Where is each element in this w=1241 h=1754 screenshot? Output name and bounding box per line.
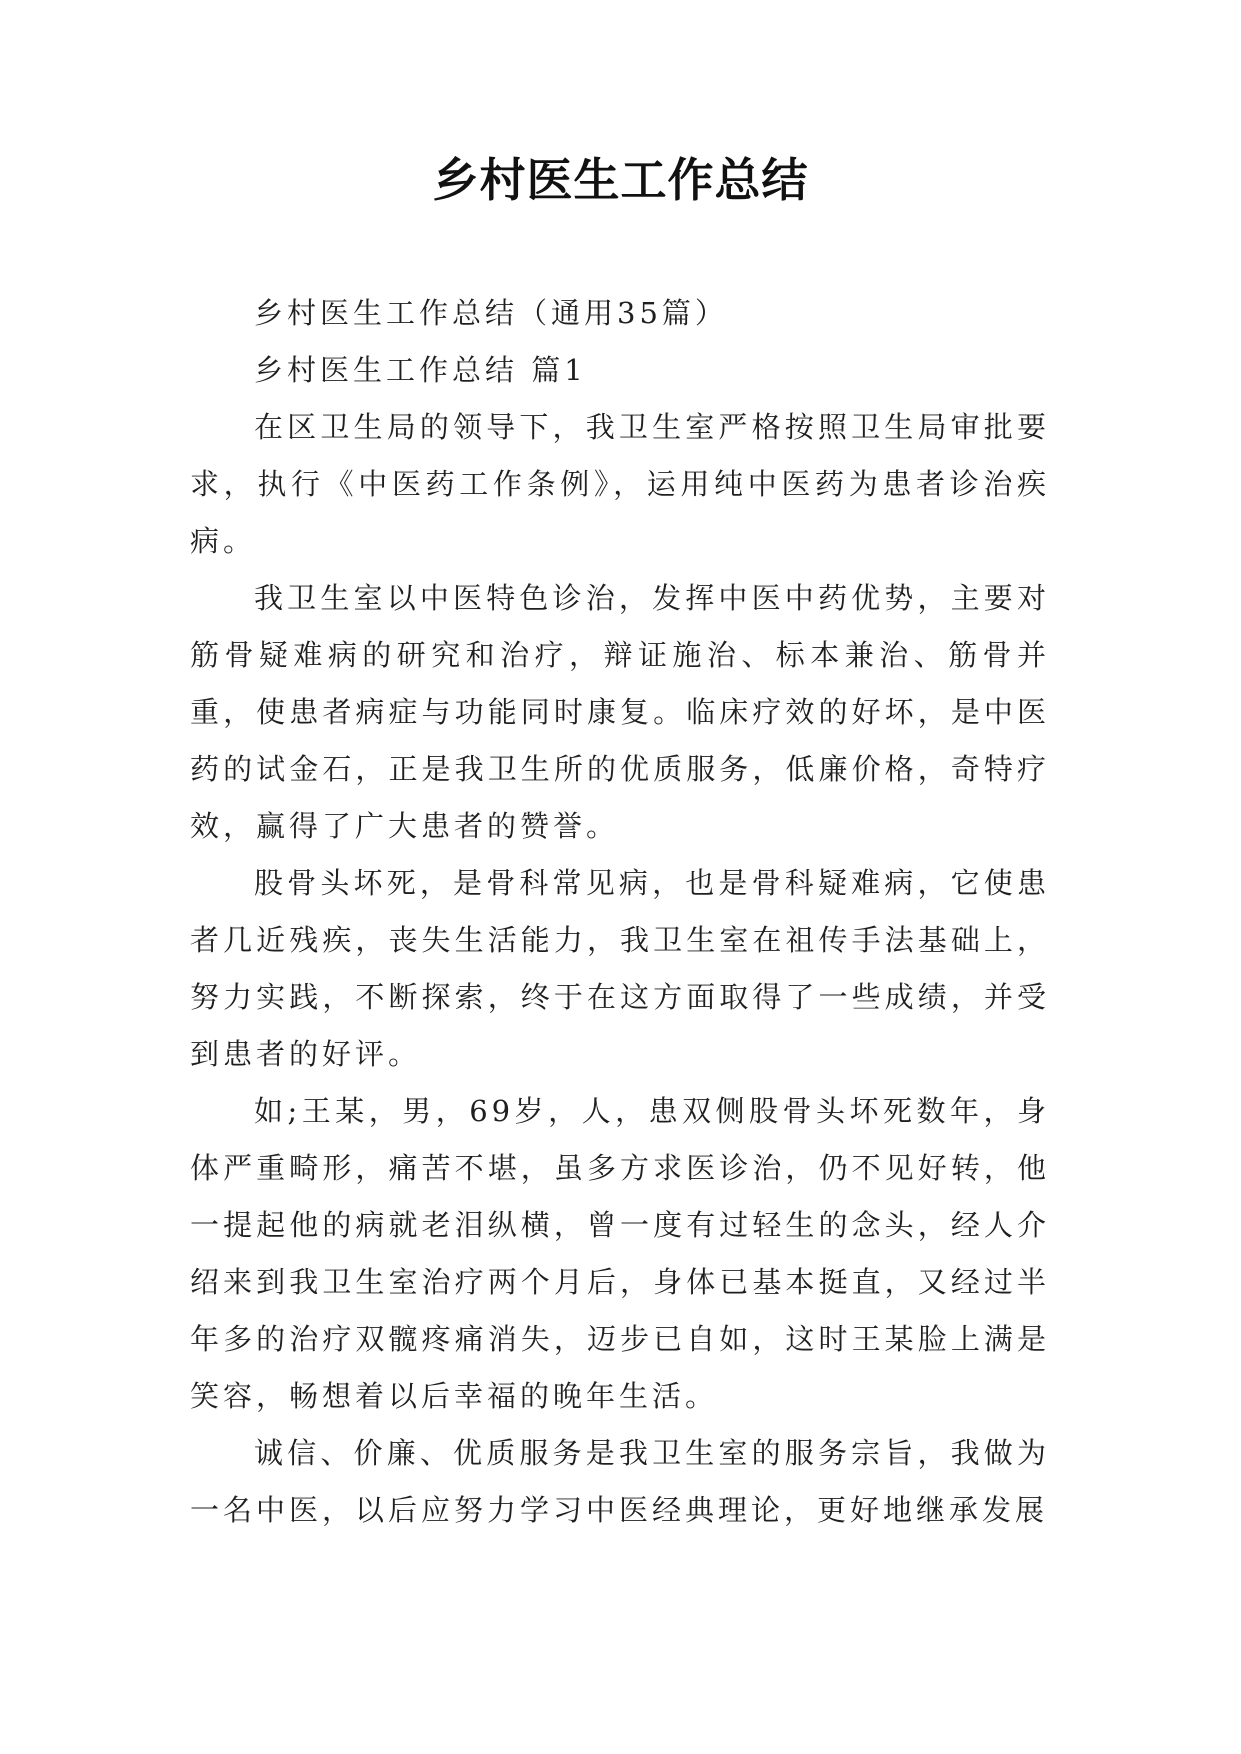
document-body [190, 285, 1050, 1539]
paragraph-3: 股骨头坏死，是骨科常见病，也是骨科疑难病，它使患者几近残疾，丧失生活能力，我卫生室在祖传手法基础上，努力实践，不断探索，终于在这方面取得了一些成绩，并受到患者的好评。 [190, 866, 1050, 1071]
document-title: 乡村医生工作总结 [432, 153, 809, 207]
paragraph-4: 如;王某，男，69岁，人，患双侧股骨头坏死数年，身体严重畸形，痛苦不堪，虽多方求医诊治，仍不见好转，他一提起他的病就老泪纵横，曾一度有过轻生的念头，经人介绍来到我卫生室治疗两个月后，身体已基本挺直，又经过半年多的治疗双髋疼痛消失，迈步已自如，这时王某脸上满是笑容，畅想着以后幸福的晚年生活。 [190, 1094, 1050, 1413]
paragraph-2: 我卫生室以中医特色诊治，发挥中医中药优势，主要对筋骨疑难病的研究和治疗，辩证施治、标本兼治、筋骨并重，使患者病症与功能同时康复。临床疗效的好坏，是中医药的试金石，正是我卫生所的优质服务，低廉价格，奇特疗效，赢得了广大患者的赞誉。 [190, 581, 1050, 843]
document-subtitle: 乡村医生工作总结（通用35篇） [254, 296, 728, 330]
paragraph-5: 诚信、价廉、优质服务是我卫生室的服务宗旨，我做为一名中医，以后应努力学习中医经典理论，更好地继承发展 [190, 1436, 1050, 1527]
section-heading: 乡村医生工作总结 篇1 [254, 353, 587, 387]
paragraph-1: 在区卫生局的领导下，我卫生室严格按照卫生局审批要求，执行《中医药工作条例》，运用纯中医药为患者诊治疾病。 [190, 410, 1050, 558]
